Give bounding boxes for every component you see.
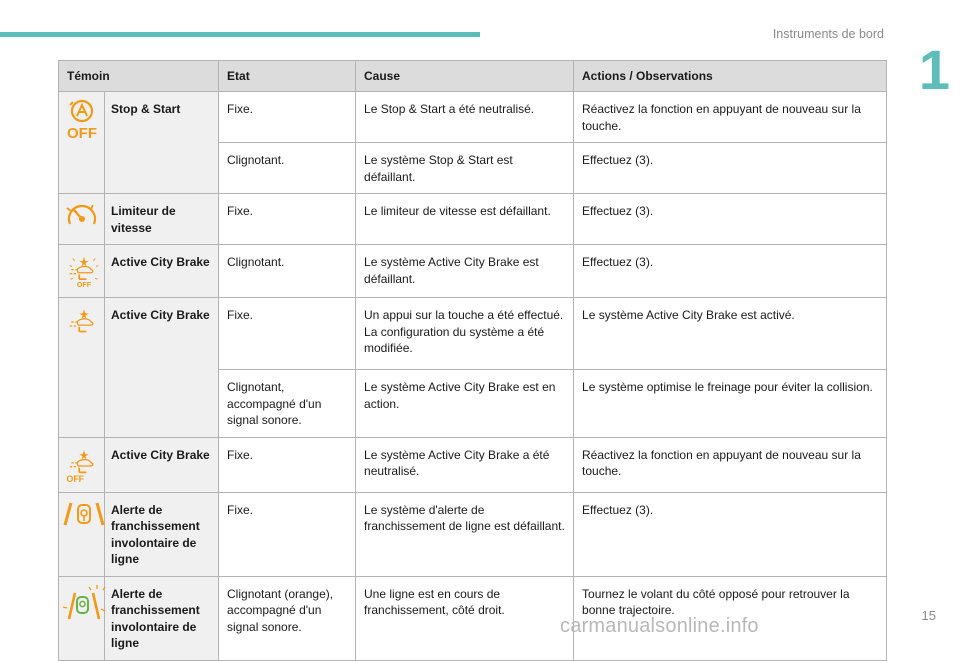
indicator-name: Alerte de franchissement involontaire de ligne	[105, 576, 219, 660]
cell-actions: Effectuez (3).	[574, 143, 887, 194]
table-header-row	[59, 61, 887, 92]
cell-etat: Fixe.	[219, 492, 356, 576]
indicator-icon-cell	[59, 92, 105, 194]
cell-cause: Le système Active City Brake est en action.	[356, 370, 574, 438]
indicator-icon-cell	[59, 194, 105, 245]
cell-etat: Fixe.	[219, 298, 356, 370]
cell-actions: Le système Active City Brake est activé.	[574, 298, 887, 370]
stop-start-off-icon	[61, 98, 102, 140]
cell-etat: Clignotant.	[219, 245, 356, 298]
indicator-name: Limiteur de vitesse	[105, 194, 219, 245]
speed-limiter-icon	[61, 200, 102, 236]
cell-etat: Clignotant.	[219, 143, 356, 194]
cell-actions: Effectuez (3).	[574, 194, 887, 245]
indicator-name: Active City Brake	[105, 437, 219, 492]
cell-etat: Clignotant, accompagné d'un signal sonore.	[219, 370, 356, 438]
cell-actions: Effectuez (3).	[574, 245, 887, 298]
header-temoin: Témoin	[59, 61, 219, 92]
cell-actions: Tournez le volant du côté opposé pour retrouver la bonne trajectoire.	[574, 576, 887, 660]
indicator-name: Active City Brake	[105, 298, 219, 438]
table-row	[59, 492, 887, 576]
cell-etat: Fixe.	[219, 437, 356, 492]
cell-cause: Le système d'alerte de franchissement de ligne est défaillant.	[356, 492, 574, 576]
active-city-brake-off-flashing-icon	[61, 251, 102, 293]
indicator-icon-cell	[59, 437, 105, 492]
header-accent-bar	[0, 32, 480, 37]
lane-departure-warning-icon	[61, 499, 102, 529]
cell-cause: Le Stop & Start a été neutralisé.	[356, 92, 574, 143]
indicator-icon-cell	[59, 492, 105, 576]
cell-etat: Fixe.	[219, 194, 356, 245]
cell-etat: Fixe.	[219, 92, 356, 143]
table-row	[59, 245, 887, 298]
cell-cause: Le système Stop & Start est défaillant.	[356, 143, 574, 194]
cell-actions: Le système optimise le freinage pour éviter la collision.	[574, 370, 887, 438]
indicator-icon-cell	[59, 576, 105, 660]
cell-cause: Le limiteur de vitesse est défaillant.	[356, 194, 574, 245]
active-city-brake-icon	[61, 304, 102, 340]
cell-actions: Effectuez (3).	[574, 492, 887, 576]
table-row	[59, 437, 887, 492]
svg-text:OFF: OFF	[66, 473, 84, 484]
active-city-brake-off-icon	[61, 444, 102, 488]
indicator-name: Active City Brake	[105, 245, 219, 298]
page-number: 15	[921, 608, 936, 623]
header-actions: Actions / Observations	[574, 61, 887, 92]
indicator-name: Alerte de franchissement involontaire de ligne	[105, 492, 219, 576]
header-etat: Etat	[219, 61, 356, 92]
section-title: Instruments de bord	[772, 27, 884, 41]
lane-departure-active-icon	[61, 583, 102, 623]
table-row	[59, 92, 887, 143]
cell-actions: Réactivez la fonction en appuyant de nouveau sur la touche.	[574, 437, 887, 492]
svg-text:OFF: OFF	[66, 125, 97, 140]
cell-cause: Une ligne est en cours de franchissement, côté droit.	[356, 576, 574, 660]
cell-cause: Le système Active City Brake a été neutralisé.	[356, 437, 574, 492]
indicator-name: Stop & Start	[105, 92, 219, 194]
svg-text:OFF: OFF	[76, 281, 92, 290]
indicator-icon-cell	[59, 298, 105, 438]
chapter-number: 1	[918, 38, 950, 101]
cell-actions: Réactivez la fonction en appuyant de nouveau sur la touche.	[574, 92, 887, 143]
cell-cause: Le système Active City Brake est défaillant.	[356, 245, 574, 298]
indicator-icon-cell	[59, 245, 105, 298]
cell-etat: Clignotant (orange), accompagné d'un signal sonore.	[219, 576, 356, 660]
watermark: carmanualsonline.info	[560, 615, 759, 637]
table-row	[59, 194, 887, 245]
table-row	[59, 298, 887, 370]
table-row	[59, 576, 887, 660]
cell-cause: Un appui sur la touche a été effectué. La configuration du système a été modifiée.	[356, 298, 574, 370]
warning-lights-table	[58, 60, 887, 661]
header-cause: Cause	[356, 61, 574, 92]
